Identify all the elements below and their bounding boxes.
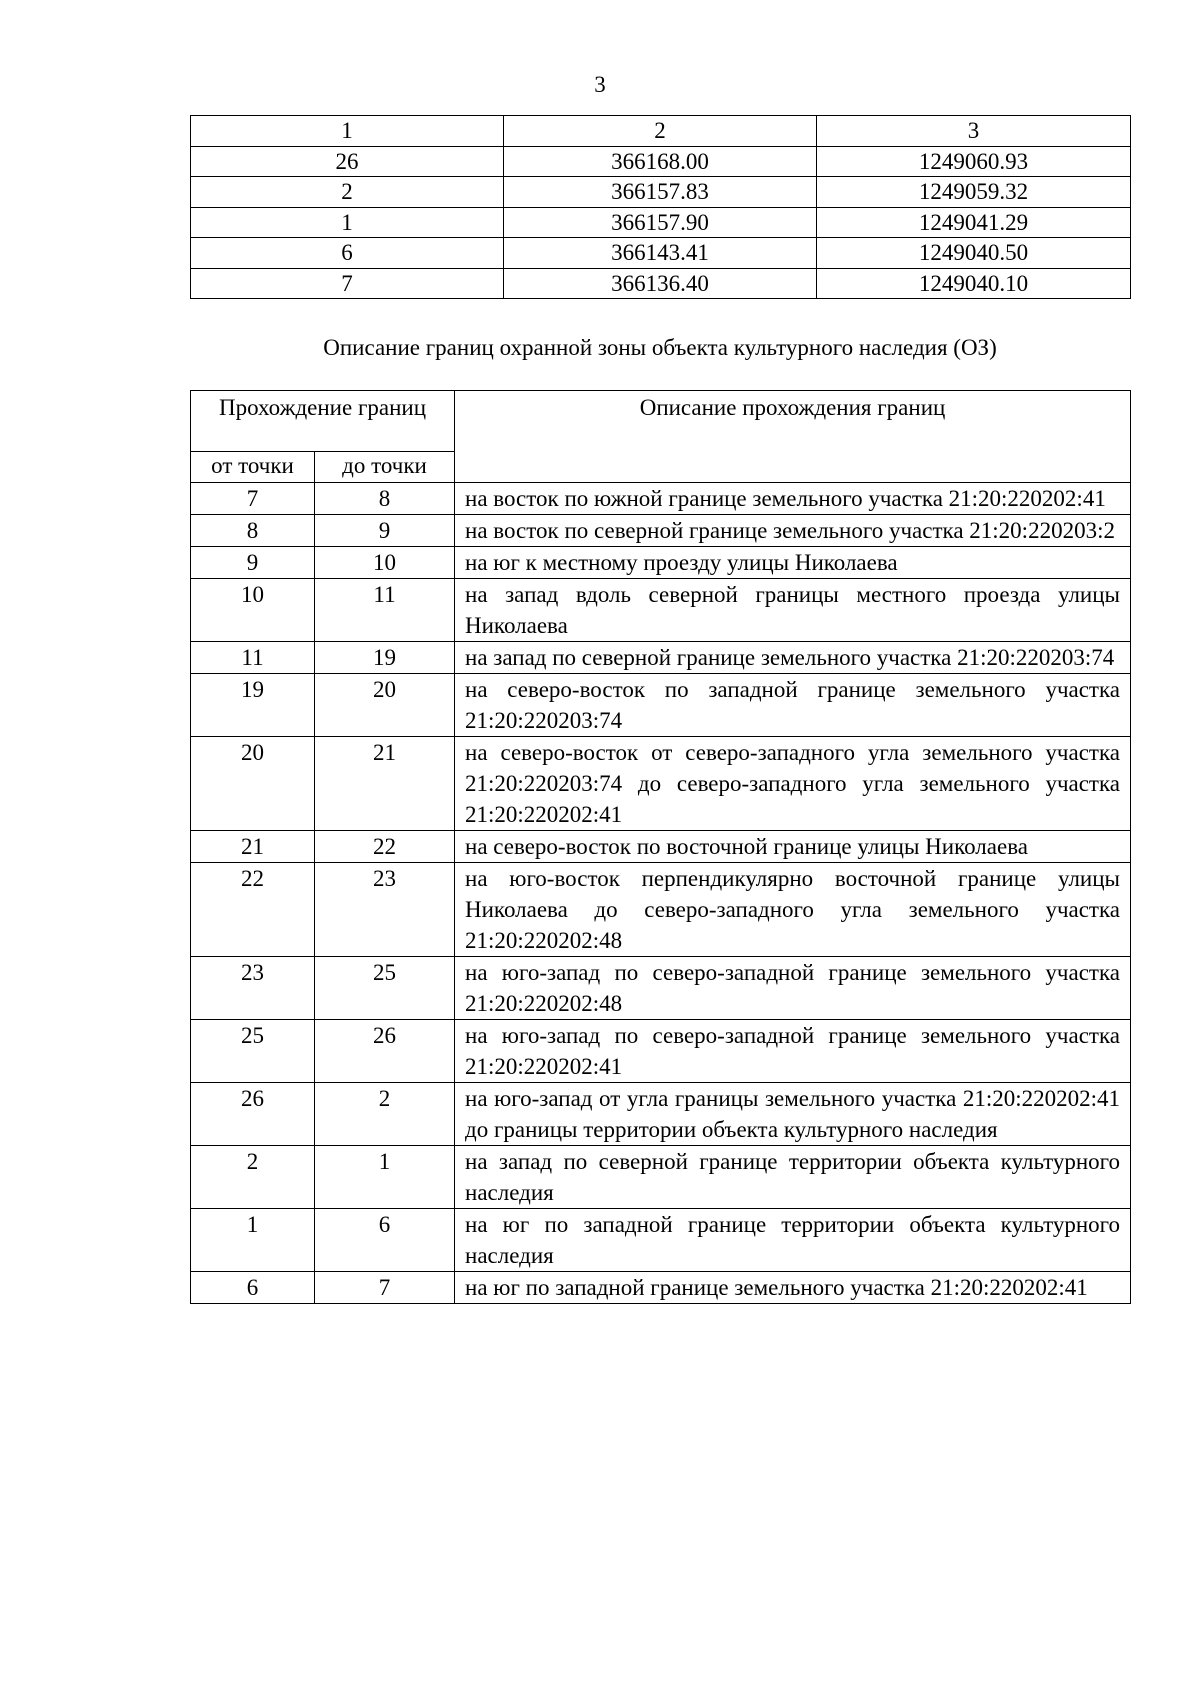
table-row (191, 579, 1131, 642)
from-point-cell: 26 (191, 1083, 315, 1146)
description-cell: на юго-запад по северо-западной границе земельного участка 21:20:220202:48 (455, 957, 1131, 1020)
point-number-cell: 2 (191, 177, 504, 208)
x-coordinate-cell: 366157.90 (504, 207, 817, 238)
coordinates-header-cell: 2 (504, 116, 817, 147)
y-coordinate-cell: 1249041.29 (817, 207, 1131, 238)
y-coordinate-cell: 1249040.50 (817, 238, 1131, 269)
table-row (191, 831, 1131, 863)
boundary-description-table (190, 390, 1131, 1304)
description-cell: на запад по северной границе земельного участка 21:20:220203:74 (455, 642, 1131, 674)
table-row (191, 863, 1131, 957)
description-cell: на восток по южной границе земельного участка 21:20:220202:41 (455, 483, 1131, 515)
from-point-cell: 6 (191, 1272, 315, 1304)
description-cell: на восток по северной границе земельного участка 21:20:220203:2 (455, 515, 1131, 547)
from-point-cell: 21 (191, 831, 315, 863)
y-coordinate-cell: 1249059.32 (817, 177, 1131, 208)
point-number-cell: 6 (191, 238, 504, 269)
x-coordinate-cell: 366157.83 (504, 177, 817, 208)
table-row (191, 547, 1131, 579)
description-header: Описание прохождения границ (455, 391, 1131, 483)
description-cell: на северо-восток от северо-западного угла земельного участка 21:20:220203:74 до северо-западного угла земельного участка 21:20:220202:41 (455, 737, 1131, 831)
to-point-cell: 26 (315, 1020, 455, 1083)
table-row (191, 1209, 1131, 1272)
from-point-cell: 20 (191, 737, 315, 831)
description-cell: на юг к местному проезду улицы Николаева (455, 547, 1131, 579)
table-row (191, 1146, 1131, 1209)
coordinates-row (191, 268, 1131, 299)
description-cell: на юго-запад от угла границы земельного участка 21:20:220202:41 до границы территории объекта культурного наследия (455, 1083, 1131, 1146)
y-coordinate-cell: 1249040.10 (817, 268, 1131, 299)
table-row (191, 1272, 1131, 1304)
description-cell: на запад вдоль северной границы местного проезда улицы Николаева (455, 579, 1131, 642)
point-number-cell: 1 (191, 207, 504, 238)
to-point-header: до точки (315, 452, 455, 483)
table-row (191, 1083, 1131, 1146)
from-point-cell: 10 (191, 579, 315, 642)
coordinates-row (191, 238, 1131, 269)
to-point-cell: 20 (315, 674, 455, 737)
to-point-cell: 11 (315, 579, 455, 642)
to-point-cell: 6 (315, 1209, 455, 1272)
point-number-cell: 26 (191, 146, 504, 177)
to-point-cell: 8 (315, 483, 455, 515)
coordinates-header-cell: 3 (817, 116, 1131, 147)
to-point-cell: 1 (315, 1146, 455, 1209)
to-point-cell: 23 (315, 863, 455, 957)
table-row (191, 642, 1131, 674)
description-cell: на юг по западной границе территории объекта культурного наследия (455, 1209, 1131, 1272)
coordinates-table (190, 115, 1131, 299)
table-row (191, 674, 1131, 737)
from-point-cell: 22 (191, 863, 315, 957)
table-row (191, 1020, 1131, 1083)
coordinates-header-row (191, 116, 1131, 147)
from-point-cell: 1 (191, 1209, 315, 1272)
from-point-cell: 25 (191, 1020, 315, 1083)
point-number-cell: 7 (191, 268, 504, 299)
from-point-cell: 8 (191, 515, 315, 547)
description-cell: на запад по северной границе территории объекта культурного наследия (455, 1146, 1131, 1209)
coordinates-header-cell: 1 (191, 116, 504, 147)
x-coordinate-cell: 366136.40 (504, 268, 817, 299)
from-point-cell: 9 (191, 547, 315, 579)
boundary-header-row (191, 391, 1131, 452)
description-cell: на юго-восток перпендикулярно восточной границе улицы Николаева до северо-западного угла земельного участка 21:20:220202:48 (455, 863, 1131, 957)
from-point-cell: 2 (191, 1146, 315, 1209)
to-point-cell: 21 (315, 737, 455, 831)
from-point-cell: 19 (191, 674, 315, 737)
to-point-cell: 2 (315, 1083, 455, 1146)
coordinates-row (191, 177, 1131, 208)
from-point-cell: 23 (191, 957, 315, 1020)
description-cell: на юг по западной границе земельного участка 21:20:220202:41 (455, 1272, 1131, 1304)
table-row (191, 737, 1131, 831)
passage-header: Прохождение границ (191, 391, 455, 452)
from-point-cell: 7 (191, 483, 315, 515)
to-point-cell: 9 (315, 515, 455, 547)
boundary-table-body (191, 483, 1131, 1304)
description-cell: на юго-запад по северо-западной границе земельного участка 21:20:220202:41 (455, 1020, 1131, 1083)
coordinates-row (191, 207, 1131, 238)
to-point-cell: 7 (315, 1272, 455, 1304)
x-coordinate-cell: 366143.41 (504, 238, 817, 269)
x-coordinate-cell: 366168.00 (504, 146, 817, 177)
page-number: 3 (594, 72, 606, 97)
coordinates-row (191, 146, 1131, 177)
to-point-cell: 25 (315, 957, 455, 1020)
description-cell: на северо-восток по западной границе земельного участка 21:20:220203:74 (455, 674, 1131, 737)
description-cell: на северо-восток по восточной границе улицы Николаева (455, 831, 1131, 863)
section-title: Описание границ охранной зоны объекта культурного наследия (ОЗ) (323, 335, 997, 360)
y-coordinate-cell: 1249060.93 (817, 146, 1131, 177)
to-point-cell: 22 (315, 831, 455, 863)
table-row (191, 515, 1131, 547)
to-point-cell: 19 (315, 642, 455, 674)
from-point-header: от точки (191, 452, 315, 483)
table-row (191, 957, 1131, 1020)
table-row (191, 483, 1131, 515)
to-point-cell: 10 (315, 547, 455, 579)
from-point-cell: 11 (191, 642, 315, 674)
